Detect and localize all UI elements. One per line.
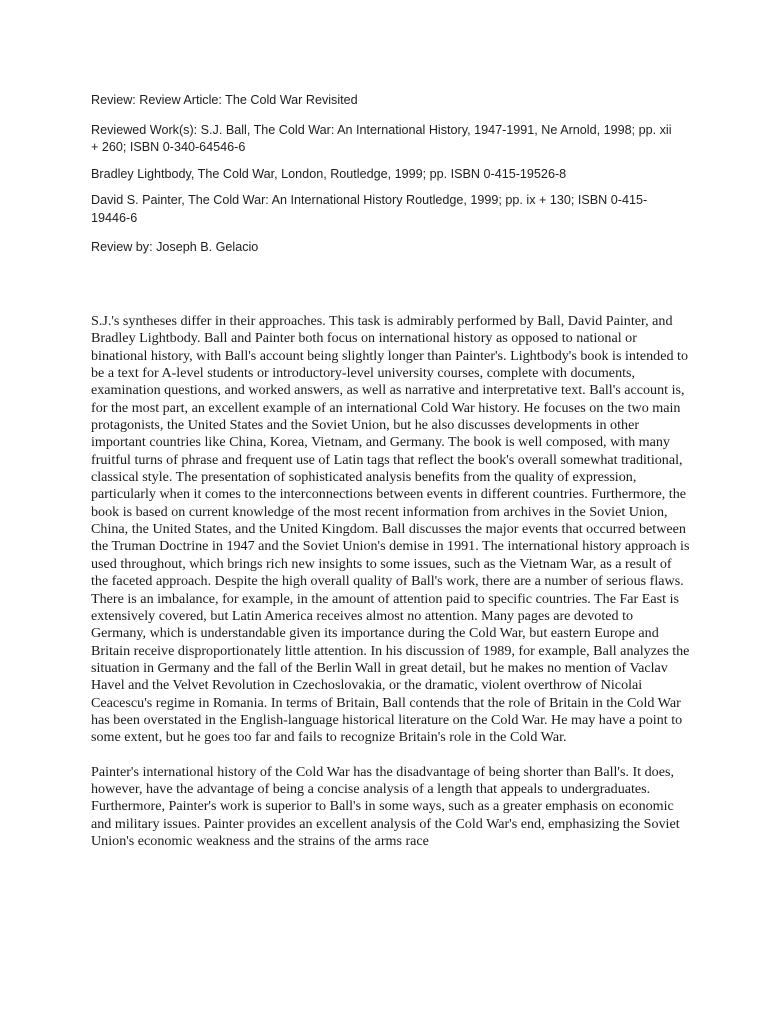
body-paragraph-1: S.J.'s syntheses differ in their approaches. This task is admirably performed by Ball, David Painter, and Bradley Lightbody. Ball and Painter both focus on international history as opposed to national or binational history, with Ball's account being slightly longer than Painter's. Lightbody's book is intended to be a text for A-level students or introductory-level university courses, complete with documents, examination questions, and worked answers, as well as narrative and interpretative text. Ball's account is, for the most part, an excellent example of an international Cold War history. He focuses on the two main protagonists, the United States and the Soviet Union, but he also discusses developments in other important countries like China, Korea, Vietnam, and Germany. The book is well composed, with many fruitful turns of phrase and frequent use of Latin tags that reflect the book's overall somewhat traditional, classical style. The presentation of sophisticated analysis benefits from the quality of expression, particularly when it comes to the interconnections between events in different countries. Furthermore, the book is based on current knowledge of the most recent information from archives in the Soviet Union, China, the United States, and the United Kingdom. Ball discusses the major events that occurred between the Truman Doctrine in 1947 and the Soviet Union's demise in 1991. The international history approach is used throughout, which brings rich new insights to some issues, such as the Vietnam War, as a result of the faceted approach. Despite the high overall quality of Ball's work, there are a number of serious flaws. There is an imbalance, for example, in the amount of attention paid to specific countries. The Far East is extensively covered, but Latin America receives almost no attention. Many pages are devoted to Germany, which is understandable given its importance during the Cold War, but eastern Europe and Britain receive disproportionately little attention. In his discussion of 1989, for example, Ball analyzes the situation in Germany and the fall of the Berlin Wall in great detail, but he makes no mention of Vaclav Havel and the Velvet Revolution in Czechoslovakia, or the dramatic, violent overthrow of Nicolai Ceacescu's regime in Romania. In terms of Britain, Ball contends that the role of Britain in the Cold War has been overstated in the English-language historical literature on the Cold War. He may have a point to some extent, but he goes too far and fails to recognize Britain's role in the Cold War. bbox=[91, 313, 690, 746]
reviewed-work-painter: David S. Painter, The Cold War: An International History Routledge, 1999; pp. ix + 130; ISBN 0-415-19446-6 bbox=[91, 193, 648, 225]
body-paragraph-2: Painter's international history of the Cold War has the disadvantage of being shorter than Ball's. It does, however, have the advantage of being a concise analysis of a length that appeals to undergraduates. Furthermore, Painter's work is superior to Ball's in some ways, such as a greater emphasis on economic and military issues. Painter provides an excellent analysis of the Cold War's end, emphasizing the Soviet Union's economic weakness and the strains of the arms race bbox=[91, 763, 680, 849]
reviewed-work-lightbody: Bradley Lightbody, The Cold War, London, Routledge, 1999; pp. ISBN 0-415-19526-8 bbox=[91, 166, 567, 181]
review-header bbox=[91, 92, 681, 267]
review-body bbox=[91, 313, 690, 867]
reviewed-works: Reviewed Work(s): S.J. Ball, The Cold War: An International History, 1947-1991, Ne Arnold, 1998; pp. xii + 260; ISBN 0-340-64546-6 bbox=[91, 122, 672, 154]
review-title: Review: Review Article: The Cold War Revisited bbox=[91, 93, 358, 107]
review-author: Review by: Joseph B. Gelacio bbox=[91, 240, 259, 254]
